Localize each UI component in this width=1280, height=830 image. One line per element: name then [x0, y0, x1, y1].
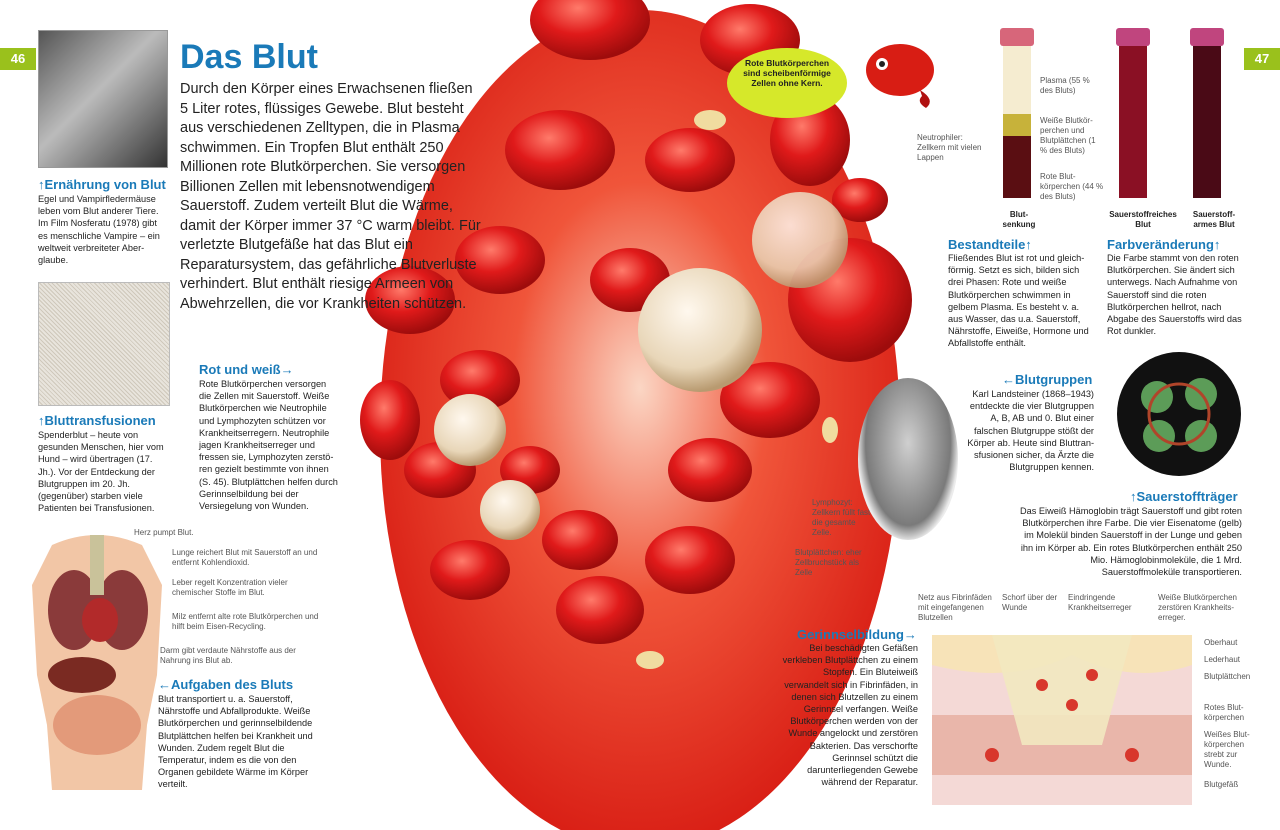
page-number-right: 47 — [1244, 48, 1280, 70]
organ-label-heart: Herz pumpt Blut. — [134, 528, 194, 537]
organ-label-spleen: Milz entfernt alte rote Blutkörperchen und hilft beim Eisen-Recycling. — [172, 612, 319, 631]
landsteiner-portrait — [858, 378, 958, 540]
aufgaben-heading: ←Aufgaben des Bluts — [158, 677, 294, 692]
ernaehrung-text: Egel und Vampirfledermäuse leben vom Blut anderer Tiere. Im Film Nosferatu (1978) gibt es menschliche Vampire – ein weltweit verbreiteter Aberglaube. — [38, 194, 160, 266]
clot-label-oberhaut: Oberhaut — [1204, 638, 1238, 647]
clot-label-rotes: Rotes Blutkörperchen — [1204, 703, 1245, 722]
organ-label-lung: Lunge reichert Blut mit Sauerstoff an und entfernt Kohlendioxid. — [172, 548, 318, 567]
page-title: Das Blut — [180, 38, 318, 76]
tube-caption-1: Blutsenkung — [1002, 210, 1036, 229]
platelet-label: Blutplättchen: eher Zellbruchstück als Zelle — [795, 548, 862, 577]
gerinnsel-heading: Gerinnselbildung→ — [797, 627, 917, 642]
clot-label-weisses: Weißes Blutkörperchen strebt zur Wunde. — [1204, 730, 1250, 769]
sauerstoff-heading: ↑Sauerstoffträger — [1130, 489, 1238, 504]
organ-label-liver: Leber regelt Konzentration vieler chemischer Stoffe im Blut. — [172, 578, 288, 597]
transfusion-engraving — [38, 282, 170, 406]
rotweiss-text: Rote Blutkörperchen versorgen die Zellen mit Sauerstoff. Weiße Blutkörperchen wie Neutrophile und Lymphozyten schützen vor Krankheitserregern. Neutrophile jagen Krankheitserreger und fressen sie, Lymphozyten zerstören gezielt bestimmte von ihnen (S. 45). Blutplättchen helfen durch Gerinnselbildung bei der Versiegelung von Wunden. — [199, 379, 338, 512]
lymphocyte-label: Lymphozyt: Zellkern füllt fast die gesamte Zelle. — [812, 498, 871, 537]
gerinnsel-text: Bei beschädigten Gefäßen verkleben Blutplättchen zu einem Stopfen. Ein Bluteiweiß verwandelt sich in Fibrinfäden, in denen sich Blutzellen zu einem Gerinnsel verfangen. Weiße Blutkörperchen werden von der Wunde angelockt und zerstören Bakterien. Das verschorfte Gerinnsel schützt die darunterliegenden Gewebe während der Reparatur. — [782, 643, 918, 788]
clot-label-lederhaut: Lederhaut — [1204, 655, 1241, 664]
organ-label-gut: Darm gibt verdaute Nährstoffe aus der Nahrung ins Blut ab. — [160, 646, 296, 665]
transfusion-heading: ↑Bluttransfusionen — [38, 413, 156, 428]
blutgruppen-heading: ←Blutgruppen — [1002, 372, 1093, 387]
bestandteile-heading: Bestandteile↑ — [948, 237, 1032, 252]
tube-caption-3: Sauerstoffarmes Blut — [1192, 210, 1236, 229]
aufgaben-text: Blut transportiert u. a. Sauerstoff, Nährstoffe und Abfallprodukte. Weiße Blutkörperchen und gerinnselbildende Blutplättchen helfen bei Krankheit und Wunden. Zudem regelt Blut die Temperatur, indem es die von den Organen gebildete Wärme im Körper verteilt. — [158, 694, 313, 790]
neutrophil-label: Neutrophiler: Zellkern mit vielen Lappen — [917, 133, 982, 162]
bestandteile-text: Fließendes Blut ist rot und gleichförmig. Setzt es sich, bilden sich drei Phasen: Rote und weiße Blutkörperchen schwimmen in gelbem Plasma. Es besteht v. a. aus Wasser, das u.a. Sauerstoff, Nährstoffe, Eiweiße, Hormone und Abfallstoffe enthält. — [948, 253, 1089, 349]
hemoglobin-molecule — [1117, 352, 1241, 476]
clot-label-erreger: Eindringende Krankheitserreger — [1068, 593, 1132, 612]
tube-label-white: Weiße Blutkörperchen und Blutplättchen (1 % des Bluts) — [1040, 116, 1096, 155]
test-tubes — [990, 28, 1240, 208]
transfusion-text: Spenderblut – heute von gesunden Menschen, hier vom Hund – wird übertragen (17. Jh.). Vor der Entdeckung der Blutgruppen im 20. Jh. (gegenüber) starben viele Patienten bei Transfusionen. — [38, 430, 164, 514]
intro-text: Durch den Körper eines Erwachsenen fließen 5 Liter rotes, flüssiges Gewebe. Blut besteht aus verschiedenen Zelltypen, die in Plasma schwimmen. Ein Tropfen Blut enthält 250 Millionen rote Blutkörperchen. Sie versorgen Billionen Zellen mit lebensnotwendigem Sauerstoff. Zudem verteilt Blut die Wärme, damit der Körper immer 37 °C warm bleibt. Für verletzte Blutgefäße hat das Blut ein Reparatursystem, das gefährliche Blutverluste verhindert. Blut enthält riesige Armeen von Abwehrzellen, die vor Krankheiten schützen. — [180, 81, 481, 312]
clot-label-plaettchen: Blutplättchen — [1204, 672, 1251, 681]
tube-label-red: Rote Blutkörperchen (44 % des Bluts) — [1040, 172, 1104, 201]
tube-label-plasma: Plasma (55 % des Bluts) — [1040, 76, 1090, 95]
clot-diagram — [932, 625, 1192, 805]
farbe-text: Die Farbe stammt von den roten Blutkörperchen. Sie ändert sich unterwegs. Nach Aufnahme von Sauerstoff sind die roten Blutkörperchen hellrot, nach Abgabe des Sauerstoffs wird das Rot dunkler. — [1107, 253, 1242, 337]
sauerstoff-text: Das Eiweiß Hämoglobin trägt Sauerstoff und gibt roten Blutkörperchen ihre Farbe. Die vier Eisenatome (gelb) im Molekül binden Sauerstoff in der Lunge und geben ihn im Körper ab. Ein rotes Blutkörperchen enthält 250 Mio. Hämoglobinmoleküle, die 1 Mrd. Sauerstoffmoleküle transportieren. — [1020, 506, 1242, 578]
ernaehrung-heading: ↑Ernährung von Blut — [38, 177, 166, 192]
blutgruppen-text: Karl Landsteiner (1868–1943) entdeckte die vier Blutgruppen A, B, AB und 0. Blut einer falschen Blutgruppe stößt der Körper ab. Heute sind Bluttransfusionen sicher, da Ärzte die Blutgruppen kennen. — [967, 389, 1094, 473]
clot-label-weisse-top: Weiße Blutkörperchen zerstören Krankheitserreger. — [1158, 593, 1237, 622]
farbe-heading: Farbveränderung↑ — [1107, 237, 1221, 252]
rbc-info-bubble: Rote Blutkörperchen sind scheibenförmige Zellen ohne Kern. — [727, 48, 847, 118]
nosferatu-photo — [38, 30, 168, 168]
page-number-left: 46 — [0, 48, 36, 70]
torso-model — [22, 525, 172, 795]
chameleon-illustration — [860, 30, 940, 110]
rotweiss-heading: Rot und weiß→ — [199, 362, 294, 377]
clot-label-netz: Netz aus Fibrinfäden mit eingefangenen Blutzellen — [918, 593, 992, 622]
tube-caption-2: Sauerstoffreiches Blut — [1109, 210, 1177, 229]
clot-label-schorf: Schorf über der Wunde — [1002, 593, 1058, 612]
clot-label-gefaess: Blutgefäß — [1204, 780, 1239, 789]
